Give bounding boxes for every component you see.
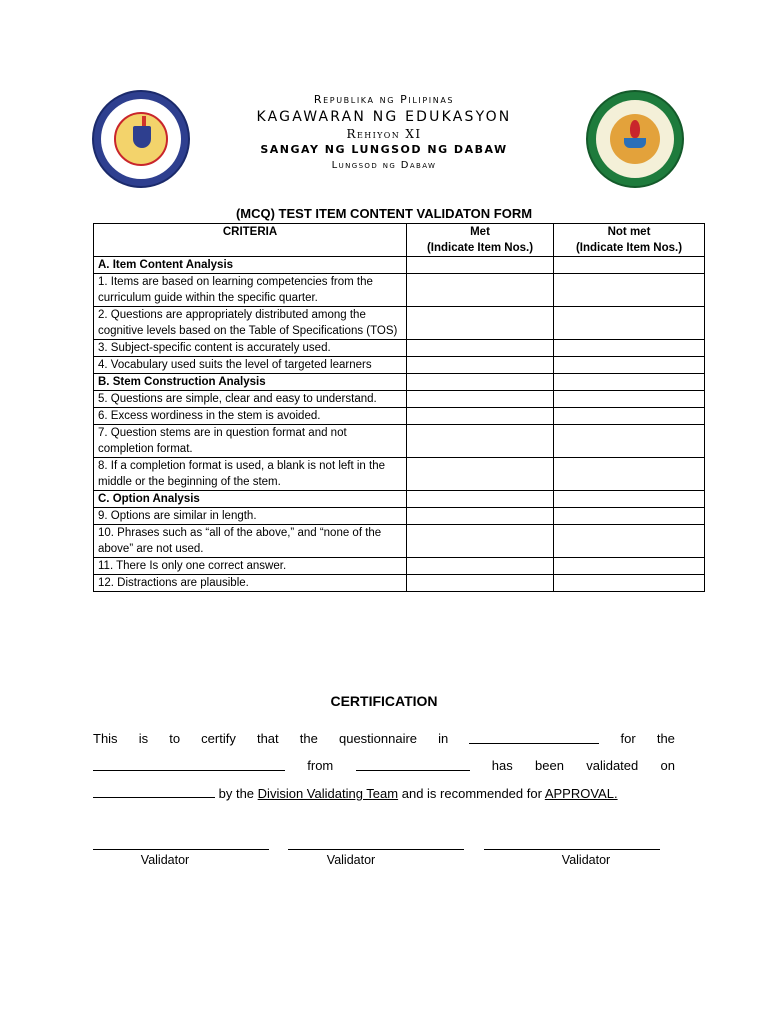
header-region: Rehiyon XI xyxy=(346,127,422,141)
criteria-text: 4. Vocabulary used suits the level of targeted learners xyxy=(94,357,407,374)
criteria-row xyxy=(94,425,705,458)
cert-text: by the xyxy=(218,786,255,801)
criteria-row xyxy=(94,458,705,491)
col-met-header: Met (Indicate Item Nos.) xyxy=(407,224,554,257)
met-cell[interactable] xyxy=(407,340,554,357)
met-cell[interactable] xyxy=(407,274,554,307)
validator-label-2: Validator xyxy=(326,853,376,867)
section-row xyxy=(94,491,705,508)
met-cell[interactable] xyxy=(407,357,554,374)
met-cell[interactable] xyxy=(407,575,554,592)
validator-label-1: Validator xyxy=(140,853,190,867)
not-met-cell[interactable] xyxy=(554,257,705,274)
cert-word: questionnaire xyxy=(338,731,418,746)
criteria-text: 9. Options are similar in length. xyxy=(94,508,407,525)
signature-line-3[interactable] xyxy=(484,849,660,850)
criteria-row xyxy=(94,508,705,525)
met-cell[interactable] xyxy=(407,374,554,391)
header-republic: Republika ng Pilipinas xyxy=(313,93,455,106)
header-department: KAGAWARAN NG EDUKASYON xyxy=(256,109,512,125)
not-met-cell[interactable] xyxy=(554,408,705,425)
cert-word: the xyxy=(656,731,675,746)
school-blank[interactable] xyxy=(356,758,470,771)
subject-blank[interactable] xyxy=(469,731,599,744)
validation-table xyxy=(93,223,705,592)
header-city: Lungsod ng Dabaw xyxy=(331,160,437,171)
criteria-text: 3. Subject-specific content is accurately used. xyxy=(94,340,407,357)
header-division: SANGAY NG LUNGSOD NG DABAW xyxy=(260,143,508,156)
not-met-cell[interactable] xyxy=(554,307,705,340)
not-met-cell[interactable] xyxy=(554,491,705,508)
cert-word: certify xyxy=(201,731,236,746)
criteria-text: 2. Questions are appropriately distributed among the cognitive levels based on the Table of Specifications (TOS) xyxy=(94,307,407,340)
cert-word: from xyxy=(307,758,334,773)
cert-text: and is recommended for xyxy=(401,786,542,801)
cert-word: the xyxy=(299,731,318,746)
met-cell[interactable] xyxy=(407,491,554,508)
section-heading: C. Option Analysis xyxy=(94,491,407,508)
not-met-cell[interactable] xyxy=(554,575,705,592)
cert-word: been xyxy=(535,758,564,773)
met-cell[interactable] xyxy=(407,391,554,408)
met-cell[interactable] xyxy=(407,257,554,274)
section-row xyxy=(94,257,705,274)
col-notmet-header: Not met (Indicate Item Nos.) xyxy=(554,224,705,257)
cert-word: on xyxy=(660,758,675,773)
criteria-text: 12. Distractions are plausible. xyxy=(94,575,407,592)
criteria-row xyxy=(94,307,705,340)
validator-label-3: Validator xyxy=(561,853,611,867)
cert-line-3 xyxy=(93,785,675,801)
not-met-cell[interactable] xyxy=(554,558,705,575)
criteria-text: 11. There Is only one correct answer. xyxy=(94,558,407,575)
met-cell[interactable] xyxy=(407,508,554,525)
signature-line-1[interactable] xyxy=(93,849,269,850)
met-cell[interactable] xyxy=(407,425,554,458)
criteria-text: 6. Excess wordiness in the stem is avoided. xyxy=(94,408,407,425)
form-title: (MCQ) TEST ITEM CONTENT VALIDATON FORM xyxy=(235,206,533,221)
cert-word: to xyxy=(169,731,181,746)
approval-text: APPROVAL. xyxy=(544,786,618,801)
not-met-cell[interactable] xyxy=(554,274,705,307)
validating-team-text: Division Validating Team xyxy=(257,786,399,801)
cert-line-1 xyxy=(93,731,675,746)
cert-word: This xyxy=(93,731,118,746)
grade-level-blank[interactable] xyxy=(93,758,285,771)
date-blank[interactable] xyxy=(93,785,215,798)
not-met-cell[interactable] xyxy=(554,391,705,408)
not-met-cell[interactable] xyxy=(554,525,705,558)
cert-word: validated xyxy=(586,758,639,773)
met-cell[interactable] xyxy=(407,307,554,340)
criteria-row xyxy=(94,274,705,307)
col-criteria-header: CRITERIA xyxy=(94,224,407,257)
letterhead xyxy=(0,90,768,180)
criteria-row xyxy=(94,408,705,425)
criteria-row xyxy=(94,357,705,374)
not-met-cell[interactable] xyxy=(554,458,705,491)
cert-word: for xyxy=(620,731,636,746)
criteria-row xyxy=(94,525,705,558)
criteria-text: 5. Questions are simple, clear and easy to understand. xyxy=(94,391,407,408)
criteria-row xyxy=(94,340,705,357)
met-cell[interactable] xyxy=(407,525,554,558)
criteria-text: 1. Items are based on learning competencies from the curriculum guide within the specific quarter. xyxy=(94,274,407,307)
met-cell[interactable] xyxy=(407,408,554,425)
not-met-cell[interactable] xyxy=(554,374,705,391)
met-cell[interactable] xyxy=(407,558,554,575)
section-row xyxy=(94,374,705,391)
not-met-cell[interactable] xyxy=(554,357,705,374)
section-heading: B. Stem Construction Analysis xyxy=(94,374,407,391)
certification-title: CERTIFICATION xyxy=(330,693,438,709)
criteria-text: 8. If a completion format is used, a blank is not left in the middle or the beginning of the stem. xyxy=(94,458,407,491)
criteria-row xyxy=(94,391,705,408)
not-met-cell[interactable] xyxy=(554,508,705,525)
met-cell[interactable] xyxy=(407,458,554,491)
signature-line-2[interactable] xyxy=(288,849,464,850)
cert-line-2 xyxy=(93,758,675,773)
criteria-row xyxy=(94,558,705,575)
cert-word: that xyxy=(256,731,279,746)
criteria-row xyxy=(94,575,705,592)
cert-word: is xyxy=(138,731,149,746)
not-met-cell[interactable] xyxy=(554,425,705,458)
cert-word: in xyxy=(438,731,449,746)
not-met-cell[interactable] xyxy=(554,340,705,357)
criteria-text: 10. Phrases such as “all of the above,” and “none of the above” are not used. xyxy=(94,525,407,558)
cert-word: has xyxy=(491,758,513,773)
section-heading: A. Item Content Analysis xyxy=(94,257,407,274)
criteria-text: 7. Question stems are in question format and not completion format. xyxy=(94,425,407,458)
